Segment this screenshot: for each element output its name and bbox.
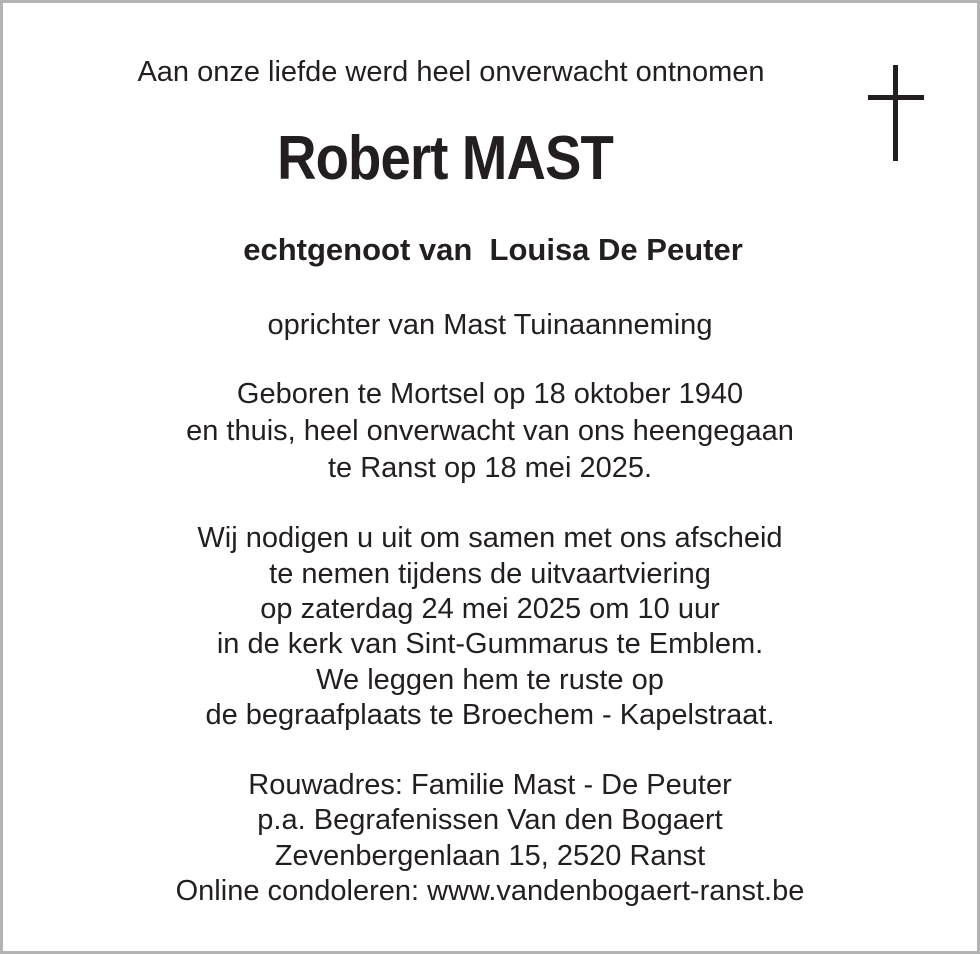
ceremony-line-2: te nemen tijdens de uitvaartviering [269, 558, 711, 590]
death-place-line: te Ranst op 18 mei 2025. [327, 452, 653, 484]
burial-line-2: de begraafplaats te Broechem - Kapelstraat. [205, 699, 775, 731]
birth-line: Geboren te Mortsel op 18 oktober 1940 [236, 378, 744, 410]
online-condolences-line: Online condoleren: www.vandenbogaert-ranst.be [175, 875, 805, 907]
funeral-home-line: p.a. Begrafenissen Van den Bogaert [257, 804, 723, 836]
ceremony-date-line: op zaterdag 24 mei 2025 om 10 uur [260, 593, 720, 625]
ceremony-church-line: in de kerk van Sint-Gummarus te Emblem. [216, 628, 764, 660]
ceremony-line-1: Wij nodigen u uit om samen met ons afscheid [197, 522, 783, 554]
spouse-line: echtgenoot van Louisa De Peuter [243, 232, 743, 267]
deceased-name: Robert MAST [277, 124, 613, 193]
cross-icon [868, 65, 924, 161]
mourning-address-line: Rouwadres: Familie Mast - De Peuter [248, 769, 732, 801]
street-address-line: Zevenbergenlaan 15, 2520 Ranst [274, 840, 706, 872]
burial-line-1: We leggen hem te ruste op [316, 664, 664, 696]
intro-line: Aan onze liefde werd heel onverwacht ontnomen [137, 56, 765, 88]
occupation-line: oprichter van Mast Tuinaanneming [267, 309, 713, 341]
death-line: en thuis, heel onverwacht van ons heengegaan [186, 415, 794, 447]
